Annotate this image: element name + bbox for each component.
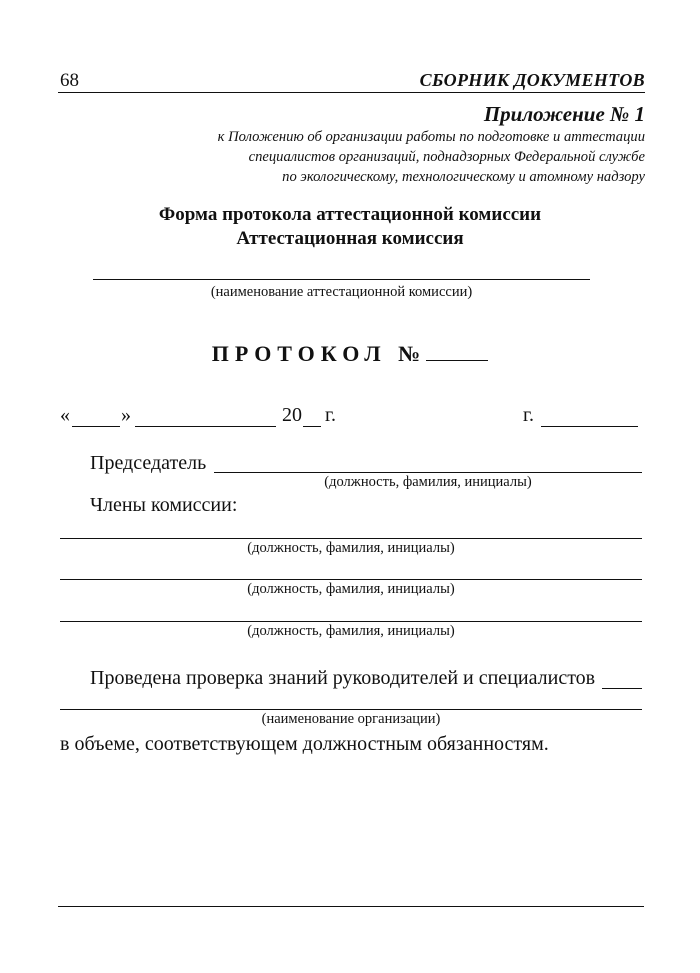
- appendix-subtitle-line: специалистов организаций, поднадзорных Федеральной службе: [248, 149, 645, 165]
- appendix-title: Приложение № 1: [483, 102, 645, 126]
- member-blank-3: [60, 621, 642, 622]
- scope-text: в объеме, соответствующем должностным обязанностям.: [60, 733, 549, 755]
- header-rule: [58, 92, 645, 93]
- commission-heading: Аттестационная комиссия: [236, 228, 464, 249]
- member-caption-3: (должность, фамилия, инициалы): [247, 623, 455, 639]
- protocol-number-blank: [426, 340, 488, 361]
- city-prefix: г.: [523, 404, 534, 426]
- appendix-subtitle-line: к Положению об организации работы по подготовке и аттестации: [217, 129, 645, 145]
- city-blank: [541, 426, 638, 427]
- date-open-quote: «: [60, 404, 70, 426]
- footer-rule: [58, 906, 644, 907]
- member-blank-2: [60, 579, 642, 580]
- page-number: 68: [60, 70, 79, 91]
- form-heading: Форма протокола аттестационной комиссии: [158, 204, 542, 225]
- check-text: Проведена проверка знаний руководителей и специалистов: [90, 667, 596, 689]
- check-short-blank: [602, 688, 642, 689]
- month-blank: [135, 426, 276, 427]
- protocol-title: [0, 340, 700, 367]
- protocol-label: ПРОТОКОЛ №: [211, 341, 427, 366]
- members-label: Члены комиссии:: [90, 494, 238, 516]
- organization-blank: [60, 709, 642, 710]
- commission-name-caption: (наименование аттестационной комиссии): [210, 284, 473, 300]
- year-prefix: 20: [282, 404, 302, 426]
- chairman-caption: (должность, фамилия, инициалы): [324, 474, 532, 490]
- appendix-subtitle-line: по экологическому, технологическому и атомному надзору: [282, 169, 645, 185]
- chairman-blank: [214, 472, 642, 473]
- commission-name-blank: [93, 279, 590, 280]
- member-caption-1: (должность, фамилия, инициалы): [247, 540, 455, 556]
- member-caption-2: (должность, фамилия, инициалы): [247, 581, 455, 597]
- day-blank: [72, 426, 120, 427]
- date-close-quote: »: [121, 404, 131, 426]
- member-blank-1: [60, 538, 642, 539]
- year-blank: [303, 426, 321, 427]
- organization-caption: (наименование организации): [261, 711, 441, 727]
- chairman-label: Председатель: [90, 452, 207, 474]
- appendix-subtitle: [125, 127, 645, 187]
- year-suffix: г.: [325, 404, 336, 426]
- running-title: СБОРНИК ДОКУМЕНТОВ: [419, 70, 645, 90]
